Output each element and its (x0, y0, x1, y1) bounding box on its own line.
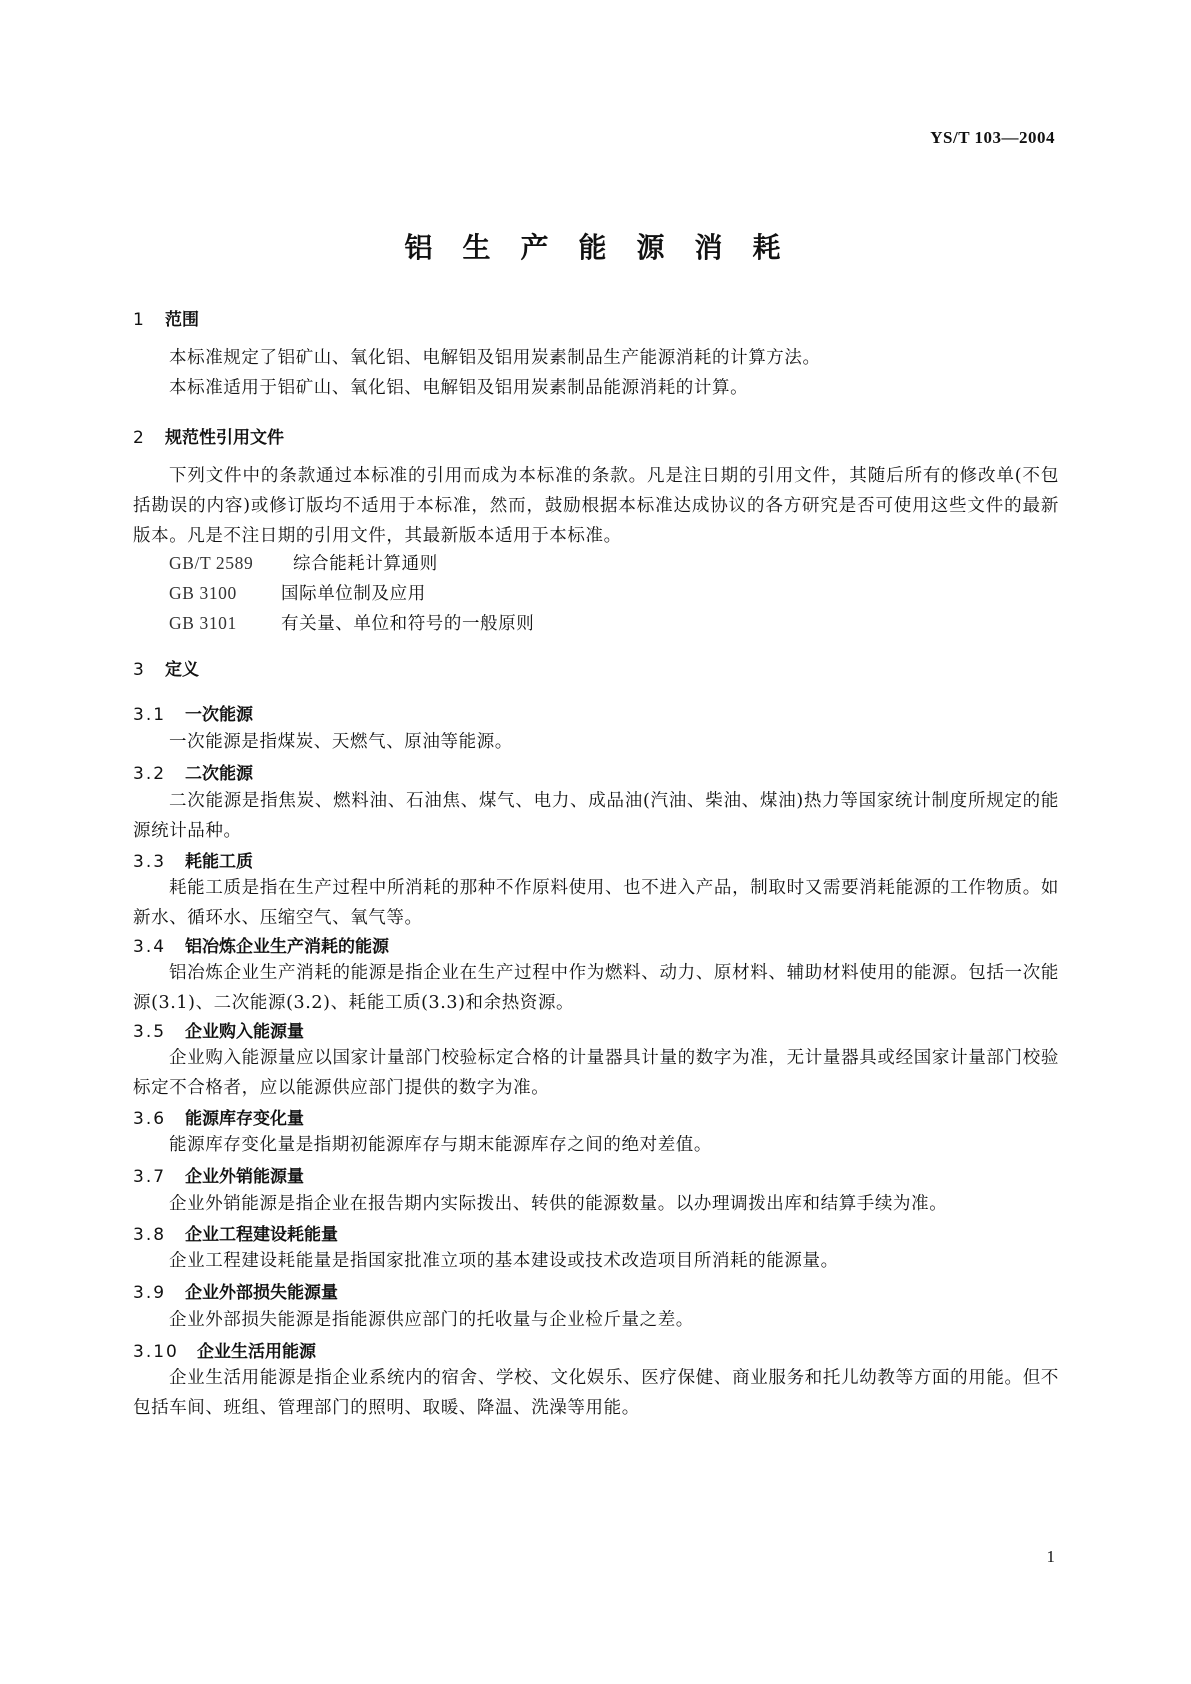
reference-item (169, 610, 534, 635)
reference-item (169, 580, 426, 605)
subsection-heading (133, 700, 253, 725)
subsection-heading (133, 1162, 304, 1187)
paragraph: 下列文件中的条款通过本标准的引用而成为本标准的条款。凡是注日期的引用文件，其随后所有的修改单(不包括勘误的内容)或修订版均不适用于本标准，然而，鼓励根据本标准达成协议的各方研究是否可使用这些文件的最新版本。凡是不注日期的引用文件，其最新版本适用于本标准。 (133, 466, 1059, 546)
subsection-number: 3.10 (133, 1342, 179, 1362)
reference-code: GB/T 2589 (169, 553, 254, 573)
section-title: 定义 (165, 660, 199, 680)
subsection-title: 一次能源 (185, 705, 253, 725)
subsection-number: 3.5 (133, 1022, 167, 1042)
definition-text: 二次能源是指焦炭、燃料油、石油焦、煤气、电力、成品油(汽油、柴油、煤油)热力等国家统计制度所规定的能源统计品种。 (133, 791, 1059, 841)
definition-text: 铝冶炼企业生产消耗的能源是指企业在生产过程中作为燃料、动力、原材料、辅助材料使用的能源。包括一次能源(3.1)、二次能源(3.2)、耗能工质(3.3)和余热资源。 (133, 963, 1059, 1013)
subsection-heading (133, 847, 253, 872)
definition-text: 能源库存变化量是指期初能源库存与期末能源库存之间的绝对差值。 (169, 1135, 712, 1155)
section-title: 范围 (165, 310, 199, 330)
subsection-heading (133, 1017, 304, 1042)
subsection-title: 能源库存变化量 (185, 1109, 304, 1129)
subsection-title: 铝冶炼企业生产消耗的能源 (185, 937, 389, 957)
subsection-number: 3.1 (133, 705, 167, 725)
subsection-number: 3.3 (133, 852, 167, 872)
subsection-heading (133, 1220, 338, 1245)
subsection-heading (133, 1337, 316, 1362)
reference-code: GB 3100 (169, 583, 237, 603)
section-heading-normative-references (133, 423, 284, 448)
subsection-title: 企业外销能源量 (185, 1167, 304, 1187)
paragraph: 本标准规定了铝矿山、氧化铝、电解铝及铝用炭素制品生产能源消耗的计算方法。 (169, 348, 821, 368)
reference-title: 国际单位制及应用 (281, 584, 426, 604)
subsection-number: 3.4 (133, 937, 167, 957)
subsection-number: 3.9 (133, 1283, 167, 1303)
section-number: 3 (133, 660, 144, 680)
subsection-number: 3.8 (133, 1225, 167, 1245)
reference-title: 综合能耗计算通则 (293, 554, 438, 574)
subsection-heading (133, 759, 253, 784)
subsection-title: 企业工程建设耗能量 (185, 1225, 338, 1245)
section-heading-scope (133, 305, 199, 330)
page-number: 1 (1046, 1547, 1055, 1566)
subsection-title: 企业生活用能源 (197, 1342, 316, 1362)
reference-code: GB 3101 (169, 613, 237, 633)
section-number: 2 (133, 428, 144, 448)
subsection-heading (133, 932, 389, 957)
subsection-heading (133, 1278, 338, 1303)
definition-text: 耗能工质是指在生产过程中所消耗的那种不作原料使用、也不进入产品，制取时又需要消耗能源的工作物质。如新水、循环水、压缩空气、氧气等。 (133, 878, 1059, 928)
definition-text: 企业工程建设耗能量是指国家批准立项的基本建设或技术改造项目所消耗的能源量。 (169, 1251, 839, 1271)
subsection-title: 企业购入能源量 (185, 1022, 304, 1042)
definition-text: 企业外部损失能源是指能源供应部门的托收量与企业检斤量之差。 (169, 1310, 694, 1330)
definition-text: 企业购入能源量应以国家计量部门校验标定合格的计量器具计量的数字为准，无计量器具或经国家计量部门校验标定不合格者，应以能源供应部门提供的数字为准。 (133, 1048, 1059, 1098)
section-title: 规范性引用文件 (165, 428, 284, 448)
subsection-title: 二次能源 (185, 764, 253, 784)
subsection-title: 耗能工质 (185, 852, 253, 872)
standard-number: YS/T 103—2004 (930, 128, 1055, 147)
section-number: 1 (133, 310, 144, 330)
reference-title: 有关量、单位和符号的一般原则 (281, 614, 535, 634)
subsection-number: 3.2 (133, 764, 167, 784)
reference-item (169, 550, 438, 575)
section-heading-definitions (133, 655, 199, 680)
subsection-heading (133, 1104, 304, 1129)
subsection-number: 3.7 (133, 1167, 167, 1187)
definition-text: 企业外销能源是指企业在报告期内实际拨出、转供的能源数量。以办理调拨出库和结算手续为准。 (169, 1194, 948, 1214)
definition-text: 企业生活用能源是指企业系统内的宿舍、学校、文化娱乐、医疗保健、商业服务和托儿幼教等方面的用能。但不包括车间、班组、管理部门的照明、取暖、降温、洗澡等用能。 (133, 1368, 1059, 1418)
paragraph: 本标准适用于铝矿山、氧化铝、电解铝及铝用炭素制品能源消耗的计算。 (169, 378, 749, 398)
document-title: 铝生产能源消耗 (404, 231, 811, 264)
definition-text: 一次能源是指煤炭、天燃气、原油等能源。 (169, 732, 513, 752)
subsection-title: 企业外部损失能源量 (185, 1283, 338, 1303)
subsection-number: 3.6 (133, 1109, 167, 1129)
